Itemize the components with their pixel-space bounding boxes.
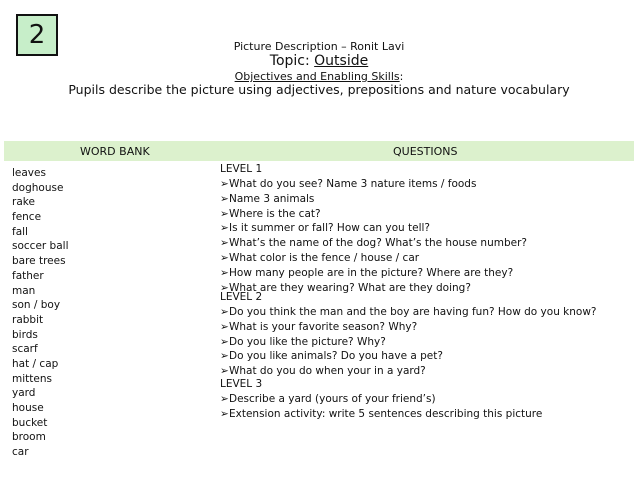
question-text: Do you think the man and the boy are having fun? How do you know? (229, 306, 597, 318)
question-text: Do you like animals? Do you have a pet? (229, 350, 443, 362)
arrow-bullet-icon: ➢ (220, 208, 229, 220)
question-item (220, 267, 513, 280)
arrow-bullet-icon: ➢ (220, 365, 229, 377)
question-text: Describe a yard (yours of your friend’s) (229, 393, 436, 405)
question-text: What do you do when your in a yard? (229, 365, 426, 377)
arrow-bullet-icon: ➢ (220, 237, 229, 249)
word-bank-heading: WORD BANK (80, 145, 150, 158)
arrow-bullet-icon: ➢ (220, 393, 229, 405)
word-bank-item: birds (12, 328, 38, 341)
word-bank-item: leaves (12, 167, 46, 179)
word-bank-item: bucket (12, 416, 48, 429)
word-bank-item: fence (12, 211, 42, 224)
topic-value: Outside (314, 53, 369, 69)
word-bank-item: scarf (12, 343, 38, 356)
question-item (220, 222, 430, 235)
question-item (220, 178, 476, 191)
question-text: What color is the fence / house / car (229, 252, 420, 264)
arrow-bullet-icon: ➢ (220, 321, 229, 333)
question-item (220, 408, 542, 421)
author-line: Picture Description – Ronit Lavi (233, 40, 405, 53)
question-item (220, 365, 426, 378)
slide-number-box: 2 (16, 14, 58, 56)
topic-line (0, 53, 638, 69)
word-bank-item: house (12, 402, 44, 414)
question-text: Where is the cat? (229, 208, 321, 220)
question-text: What are they wearing? What are they doing? (229, 282, 471, 294)
question-item (220, 306, 597, 319)
question-text: How many people are in the picture? Where are they? (229, 267, 514, 279)
word-bank-item: car (12, 446, 29, 459)
arrow-bullet-icon: ➢ (220, 408, 229, 420)
question-item (220, 252, 419, 265)
arrow-bullet-icon: ➢ (220, 178, 229, 190)
word-bank-item: doghouse (12, 181, 64, 194)
question-text: What do you see? Name 3 nature items / foods (229, 178, 477, 190)
topic-prefix: Topic: (269, 53, 315, 69)
word-bank-item: yard (12, 387, 36, 400)
question-text: Do you like the picture? Why? (229, 336, 386, 348)
question-item (220, 336, 386, 349)
level-title: LEVEL 3 (220, 378, 263, 390)
arrow-bullet-icon: ➢ (220, 282, 229, 294)
question-text: Name 3 animals (229, 193, 315, 205)
arrow-bullet-icon: ➢ (220, 306, 229, 318)
arrow-bullet-icon: ➢ (220, 193, 229, 205)
question-text: What’s the name of the dog? What’s the house number? (229, 237, 527, 249)
arrow-bullet-icon: ➢ (220, 336, 229, 348)
arrow-bullet-icon: ➢ (220, 252, 229, 264)
word-bank-item: man (12, 284, 36, 297)
word-bank-item: mittens (12, 372, 52, 385)
question-item (220, 393, 436, 406)
word-bank-item: rake (12, 196, 35, 209)
questions-heading: QUESTIONS (393, 145, 458, 158)
word-bank-list (12, 166, 69, 460)
question-item (220, 237, 527, 250)
arrow-bullet-icon: ➢ (220, 267, 229, 279)
word-bank-item: bare trees (12, 255, 66, 268)
question-item (220, 208, 321, 221)
arrow-bullet-icon: ➢ (220, 222, 229, 234)
word-bank-item: rabbit (12, 313, 44, 326)
question-item (220, 350, 443, 363)
column-header-bar (4, 141, 634, 161)
question-text: What is your favorite season? Why? (229, 321, 418, 333)
question-item (220, 321, 417, 334)
objectives-colon: : (399, 70, 404, 83)
arrow-bullet-icon: ➢ (220, 350, 229, 362)
word-bank-item: broom (12, 431, 46, 444)
word-bank-item: fall (12, 225, 28, 238)
summary-line: Pupils describe the picture using adjectives, prepositions and nature vocabulary (68, 82, 570, 97)
word-bank-item: hat / cap (12, 357, 59, 370)
question-item (220, 193, 314, 206)
word-bank-item: father (12, 269, 44, 282)
objectives-label: Objectives and Enabling Skills (234, 70, 400, 83)
word-bank-item: soccer ball (12, 240, 69, 253)
level-title: LEVEL 1 (220, 163, 263, 175)
word-bank-item: son / boy (12, 299, 61, 312)
level-title: LEVEL 2 (220, 291, 263, 303)
question-text: Is it summer or fall? How can you tell? (229, 222, 430, 234)
question-text: Extension activity: write 5 sentences describing this picture (229, 408, 543, 420)
